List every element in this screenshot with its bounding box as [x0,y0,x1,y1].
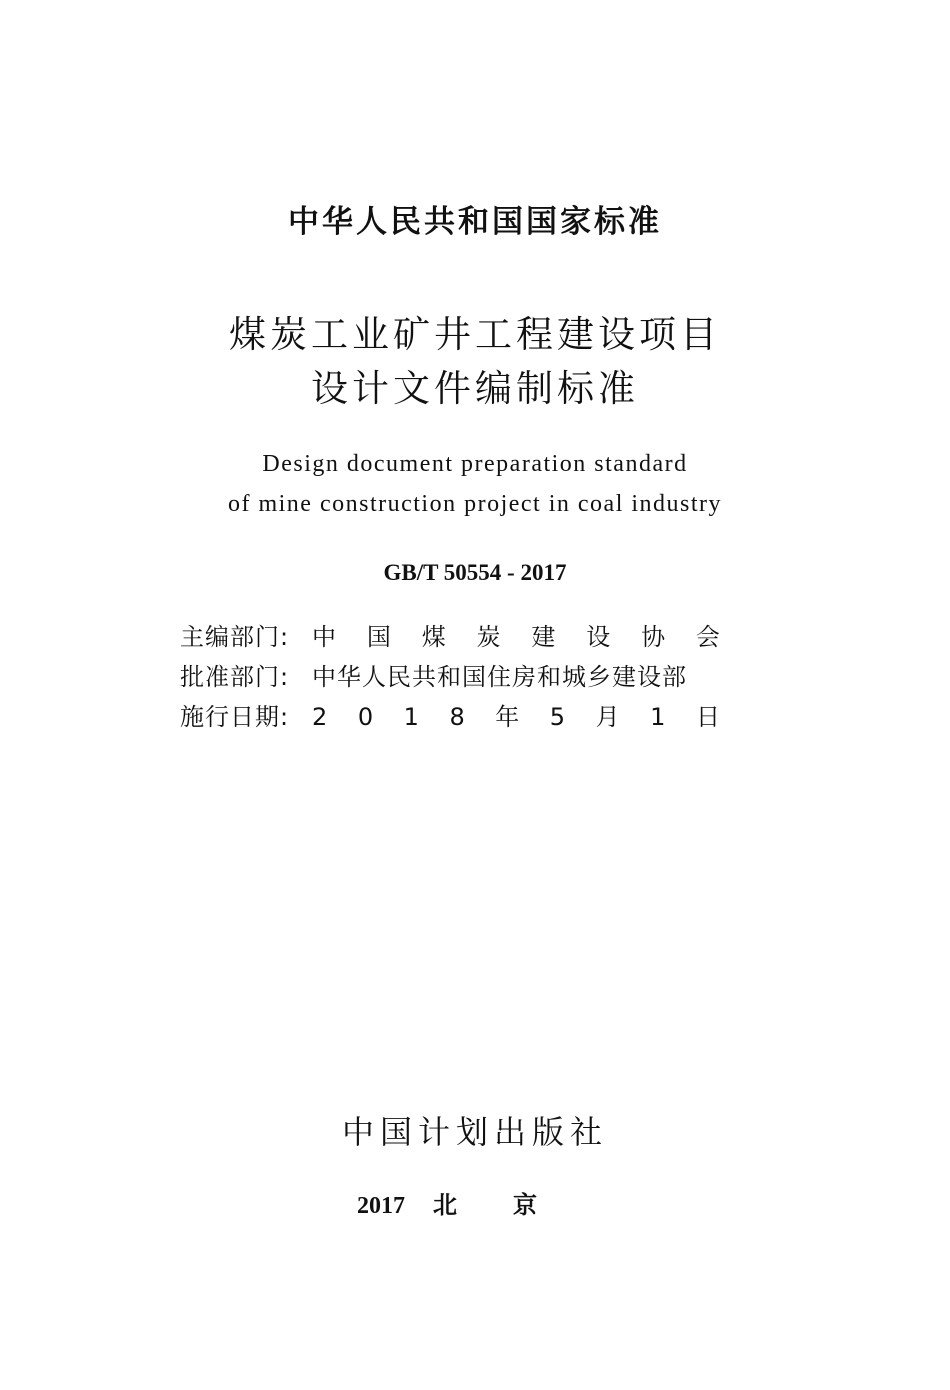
publication-city: 北京 [433,1193,593,1219]
date-char: 5 [549,703,566,731]
editor-char: 建 [531,623,556,651]
approver-value: 中华人民共和国住房和城乡建设部 [312,663,687,691]
editor-char: 设 [586,623,611,651]
editor-char: 中 [312,623,336,651]
publication-place [0,1186,950,1226]
standard-code: GB/T 50554 - 2017 [383,560,567,585]
standard-type: 中华人民共和国国家标准 [288,204,662,240]
title-en-line-2: of mine construction project in coal industry [227,491,723,517]
date-char: 2 [312,703,328,731]
editor-value [312,617,720,657]
date-char: 日 [695,703,720,731]
approver-row [180,657,720,697]
effective-date-value [312,697,720,737]
title-cn-line-2: 设计文件编制标准 [311,367,639,410]
editor-char: 炭 [476,623,501,651]
title-en-line-1: Design document preparation standard [262,451,688,477]
approver-label: 批准部门: [180,663,290,691]
effective-date-label: 施行日期: [180,703,290,731]
effective-date-row [180,697,720,737]
editor-char: 煤 [421,623,446,651]
editor-char: 协 [641,623,666,651]
title-cn-line-1: 煤炭工业矿井工程建设项目 [229,313,721,356]
date-char: 年 [495,703,520,731]
publication-year: 2017 [357,1193,405,1219]
date-char: 1 [650,703,666,731]
metadata-block [180,617,720,737]
publisher: 中国计划出版社 [341,1113,608,1151]
editor-char: 会 [695,623,720,651]
date-char: 0 [357,703,374,731]
editor-row [180,617,720,657]
editor-char: 国 [366,623,391,651]
date-char: 月 [595,703,620,731]
date-char: 8 [449,703,465,731]
date-char: 1 [403,703,419,731]
editor-label: 主编部门: [180,623,290,651]
